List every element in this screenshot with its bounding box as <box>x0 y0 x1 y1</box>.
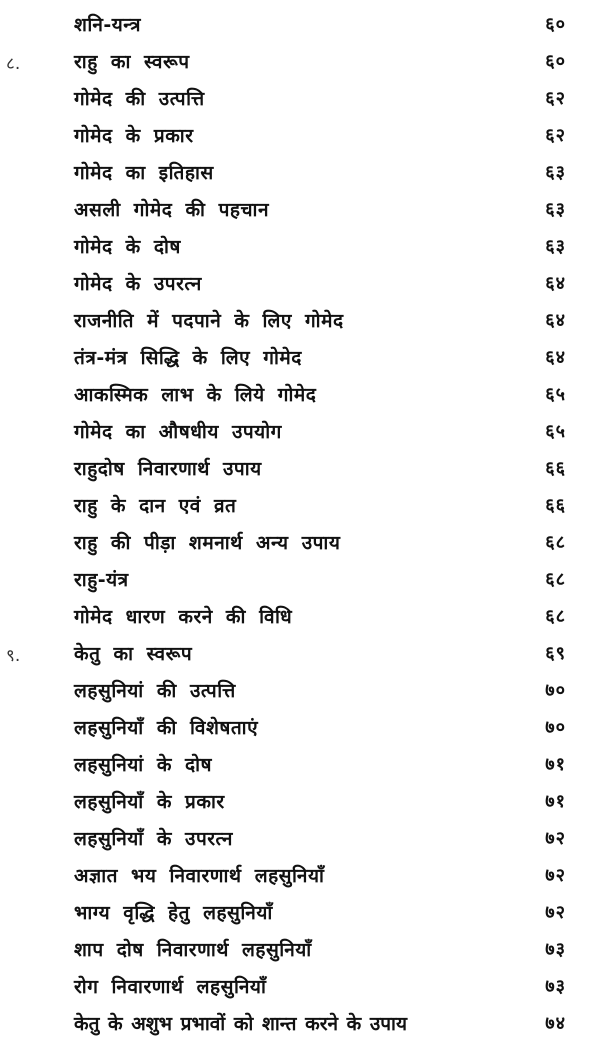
toc-row <box>0 269 600 305</box>
toc-page-number: ७१ <box>545 791 566 812</box>
toc-row-shani-yantra <box>0 10 600 46</box>
toc-row <box>0 491 600 527</box>
toc-row <box>0 972 600 1008</box>
toc-row-ketu-swaroop <box>0 639 600 675</box>
toc-row <box>0 861 600 897</box>
toc-page-number: ७० <box>545 680 566 701</box>
toc-page-number: ६८ <box>545 569 566 590</box>
toc-row <box>0 454 600 490</box>
toc-page-number: ६५ <box>545 421 566 442</box>
toc-entry-title: आकस्मिक लाभ के लिये गोमेद <box>74 384 317 406</box>
toc-entry-title: रोग निवारणार्थ लहसुनियाँ <box>74 976 267 998</box>
toc-entry-title: गोमेद की उत्पत्ति <box>74 88 205 110</box>
toc-page-number: ६४ <box>545 273 566 294</box>
toc-page-number: ६३ <box>545 162 566 183</box>
toc-row <box>0 232 600 268</box>
toc-row <box>0 528 600 564</box>
toc-page-number: ७० <box>545 717 566 738</box>
toc-page-number: ६४ <box>545 347 566 368</box>
toc-entry-title: गोमेद के प्रकार <box>74 125 194 147</box>
toc-row <box>0 1009 600 1045</box>
toc-entry-title: राहु के दान एवं व्रत <box>74 495 237 517</box>
toc-page-number: ६५ <box>545 384 566 405</box>
toc-entry-title: अज्ञात भय निवारणार्थ लहसुनियाँ <box>74 865 325 887</box>
toc-row <box>0 121 600 157</box>
toc-row <box>0 84 600 120</box>
toc-entry-title: राजनीति में पदपाने के लिए गोमेद <box>74 310 344 332</box>
toc-entry-title: राहु का स्वरूप <box>74 51 190 73</box>
toc-entry-title: राहुदोष निवारणार्थ उपाय <box>74 458 262 480</box>
toc-row <box>0 417 600 453</box>
toc-entry-title: गोमेद का इतिहास <box>74 162 214 184</box>
toc-row <box>0 824 600 860</box>
toc-entry-title: राहु की पीड़ा शमनार्थ अन्य उपाय <box>74 532 341 554</box>
toc-page-number: ७१ <box>545 754 566 775</box>
toc-row <box>0 380 600 416</box>
toc-row <box>0 158 600 194</box>
toc-page-number: ७३ <box>545 939 566 960</box>
toc-row <box>0 306 600 342</box>
toc-entry-title: गोमेद के उपरत्न <box>74 273 202 295</box>
toc-entry-title: शाप दोष निवारणार्थ लहसुनियाँ <box>74 939 312 961</box>
toc-page-number: ६२ <box>545 88 566 109</box>
toc-page-number: ६६ <box>545 458 566 479</box>
toc-entry-title: केतु का स्वरूप <box>74 643 193 665</box>
toc-page-number: ७२ <box>545 865 566 886</box>
toc-page-number: ७४ <box>545 1013 566 1034</box>
toc-page-number: ६८ <box>545 606 566 627</box>
toc-entry-title: लहसुनियां की उत्पत्ति <box>74 680 236 702</box>
toc-entry-title: लहसुनियाँ के प्रकार <box>74 791 225 813</box>
toc-row <box>0 676 600 712</box>
toc-entry-title: गोमेद का औषधीय उपयोग <box>74 421 282 443</box>
toc-entry-title: गोमेद धारण करने की विधि <box>74 606 293 628</box>
toc-row <box>0 565 600 601</box>
toc-row <box>0 602 600 638</box>
toc-page-number: ६० <box>545 14 566 35</box>
toc-entry-title: लहसुनियाँ की विशेषताएं <box>74 717 259 739</box>
toc-row <box>0 713 600 749</box>
toc-row <box>0 195 600 231</box>
chapter-number: ८. <box>6 54 21 74</box>
toc-entry-title: असली गोमेद की पहचान <box>74 199 270 221</box>
toc-page-number: ६३ <box>545 199 566 220</box>
toc-page-number: ६९ <box>545 643 566 664</box>
toc-page-number: ७२ <box>545 902 566 923</box>
toc-row <box>0 787 600 823</box>
toc-page-number: ६४ <box>545 310 566 331</box>
toc-page-number: ६८ <box>545 532 566 553</box>
toc-row <box>0 343 600 379</box>
toc-entry-title: राहु-यंत्र <box>74 569 129 591</box>
toc-row-rahu-swaroop <box>0 47 600 83</box>
toc-row <box>0 935 600 971</box>
toc-entry-title: भाग्य वृद्धि हेतु लहसुनियाँ <box>74 902 273 924</box>
toc-entry-title: गोमेद के दोष <box>74 236 181 258</box>
toc-entry-title: शनि-यन्त्र <box>74 14 141 36</box>
toc-page-number: ६० <box>545 51 566 72</box>
toc-entry-title: तंत्र-मंत्र सिद्धि के लिए गोमेद <box>74 347 302 369</box>
toc-page-number: ६६ <box>545 495 566 516</box>
chapter-number: ९. <box>6 646 21 666</box>
toc-entry-title: लहसुनियां के दोष <box>74 754 213 776</box>
toc-page-number: ६३ <box>545 236 566 257</box>
toc-page-number: ७२ <box>545 828 566 849</box>
toc-page-number: ६२ <box>545 125 566 146</box>
toc-entry-title: केतु के अशुभ प्रभावों को शान्त करने के उपाय <box>74 1013 407 1035</box>
toc-page-number: ७३ <box>545 976 566 997</box>
toc-row <box>0 898 600 934</box>
toc-row <box>0 750 600 786</box>
toc-entry-title: लहसुनियाँ के उपरत्न <box>74 828 233 850</box>
